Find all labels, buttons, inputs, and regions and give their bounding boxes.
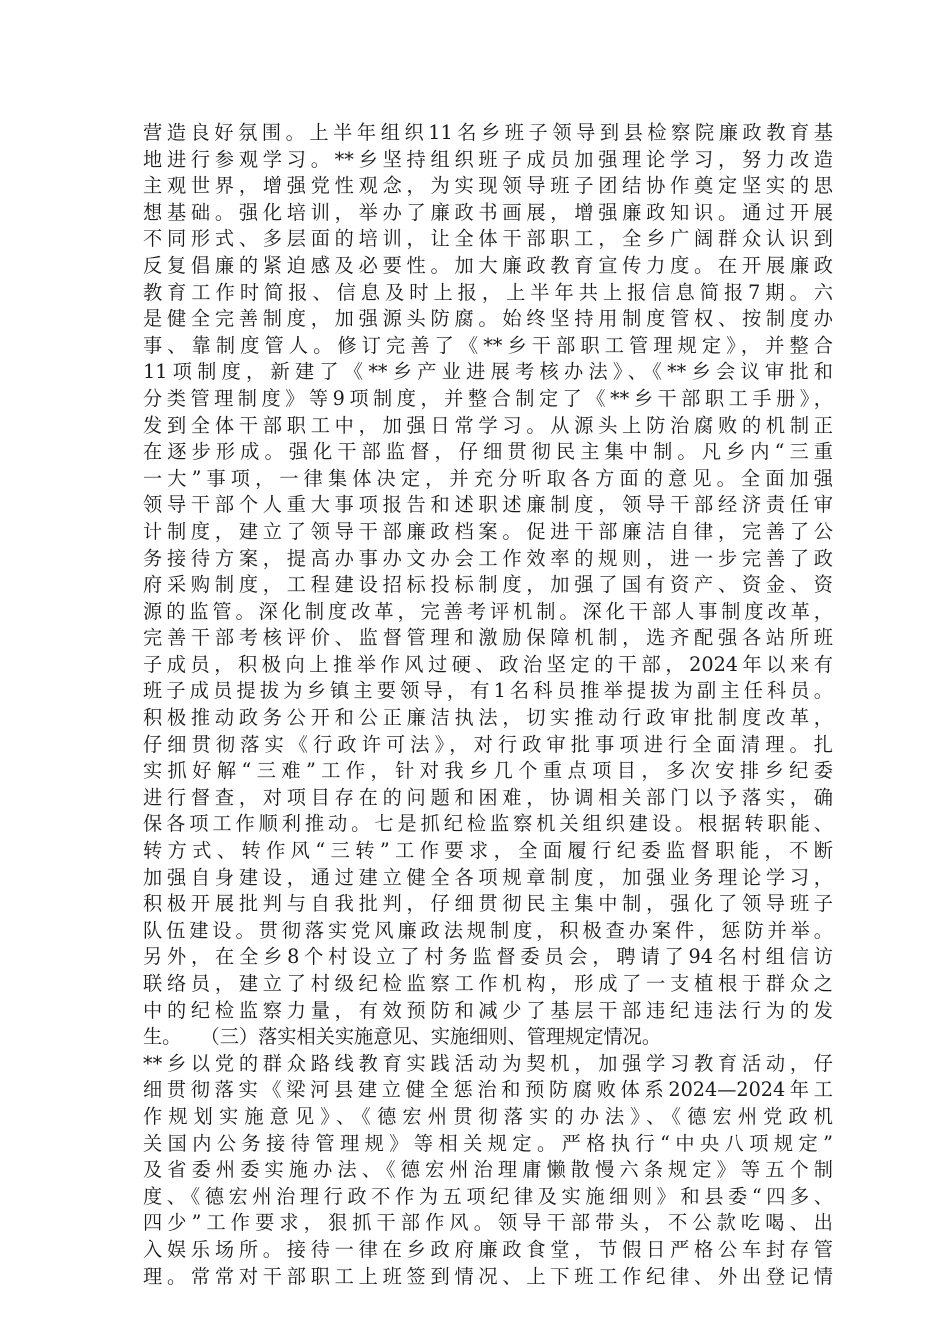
text-line: 队伍建设。贯彻落实党风廉政法规制度，积极查办案件，惩防并举。 <box>143 918 833 942</box>
text-line: 仔细贯彻落实《行政许可法》，对行政审批事项进行全面清理。扎 <box>143 732 833 756</box>
text-line: 领导干部个人重大事项报告和述职述廉制度，领导干部经济责任审 <box>143 493 833 517</box>
text-line: 转方式、转作风“三转”工作要求，全面履行纪委监督职能，不断 <box>143 839 833 863</box>
text-line: 营造良好氛围。上半年组织11名乡班子领导到县检察院廉政教育基 <box>143 121 833 144</box>
text-line: 完善干部考核评价、监督管理和激励保障机制，选齐配强各站所班 <box>143 626 833 650</box>
text-line: 加强自身建设，通过建立健全各项规章制度，加强业务理论学习， <box>143 865 833 889</box>
text-line: 是健全完善制度，加强源头防腐。始终坚持用制度管权、按制度办 <box>143 307 833 331</box>
text-line: 班子成员提拔为乡镇主要领导，有1名科员推举提拔为副主任科员。 <box>143 679 833 703</box>
text-line: 度、《德宏州治理行政不作为五项纪律及实施细则》和县委“四多、 <box>143 1184 833 1208</box>
text-line: 11项制度，新建了《**乡产业进展考核办法》、《**乡会议审批和 <box>143 360 833 384</box>
text-line: 分类管理制度》等9项制度，并整合制定了《**乡干部职工手册》， <box>143 386 833 410</box>
text-line: 关国内公务接待管理规》等相关规定。严格执行“中央八项规定” <box>143 1131 833 1155</box>
text-line: 在逐步形成。强化干部监督，仔细贯彻民主集中制。凡乡内“三重 <box>143 440 833 464</box>
section-heading-line: 生。 （三）落实相关实施意见、实施细则、管理规定情况。 <box>143 1025 662 1049</box>
text-line: 入娱乐场所。接待一律在乡政府廉政食堂，节假日严格公车封存管 <box>143 1237 833 1261</box>
text-line: 一大”事项，一律集体决定，并充分听取各方面的意见。全面加强 <box>143 466 833 490</box>
text-line: 务接待方案，提高办事办文办会工作效率的规则，进一步完善了政 <box>143 546 833 570</box>
text-line: 反复倡廉的紧迫感及必要性。加大廉政教育宣传力度。在开展廉政 <box>143 253 833 277</box>
text-line: 进行督查，对项目存在的问题和困难，协调相关部门以予落实，确 <box>143 785 833 809</box>
text-line: 主观世界，增强党性观念，为实现领导班子团结协作奠定坚实的思 <box>143 174 833 198</box>
body-text <box>143 120 833 1290</box>
text-line: 作规划实施意见》、《德宏州贯彻落实的办法》、《德宏州党政机 <box>143 1104 833 1128</box>
text-line: 不同形式、多层面的培训，让全体干部职工，全乡广阔群众认识到 <box>143 227 833 251</box>
text-line: 发到全体干部职工中，加强日常学习。从源头上防治腐败的机制正 <box>143 413 833 437</box>
text-line: 事、靠制度管人。修订完善了《**乡干部职工管理规定》，并整合 <box>143 333 833 357</box>
text-line: **乡以党的群众路线教育实践活动为契机，加强学习教育活动，仔 <box>143 1051 833 1075</box>
text-line: 及省委州委实施办法、《德宏州治理庸懒散慢六条规定》等五个制 <box>143 1158 833 1182</box>
text-line: 四少”工作要求，狠抓干部作风。领导干部带头，不公款吃喝、出 <box>143 1211 833 1235</box>
text-line: 想基础。强化培训，举办了廉政书画展，增强廉政知识。通过开展 <box>143 200 833 224</box>
text-line: 教育工作时简报、信息及时上报，上半年共上报信息简报7期。六 <box>143 280 833 304</box>
text-line: 府采购制度，工程建设招标投标制度，加强了国有资产、资金、资 <box>143 573 833 597</box>
text-line: 理。常常对干部职工上班签到情况、上下班工作纪律、外出登记情 <box>143 1264 833 1288</box>
text-line: 子成员，积极向上推举作风过硬、政治坚定的干部，2024年以来有 <box>143 652 833 676</box>
text-line: 联络员，建立了村级纪检监察工作机构，形成了一支植根于群众之 <box>143 972 833 995</box>
text-line: 计制度，建立了领导干部廉政档案。促进干部廉洁自律，完善了公 <box>143 519 833 543</box>
text-line: 积极推动政务公开和公正廉洁执法，切实推动行政审批制度改革， <box>143 706 833 730</box>
text-line: 积极开展批判与自我批判，仔细贯彻民主集中制，强化了领导班子 <box>143 892 833 916</box>
text-line: 保各项工作顺利推动。七是抓纪检监察机关组织建设。根据转职能、 <box>143 812 833 836</box>
text-line: 实抓好解“三难”工作，针对我乡几个重点项目，多次安排乡纪委 <box>143 759 833 783</box>
text-line: 地进行参观学习。**乡坚持组织班子成员加强理论学习，努力改造 <box>143 147 833 171</box>
text-line: 中的纪检监察力量，有效预防和减少了基层干部违纪违法行为的发 <box>143 998 833 1022</box>
text-line: 源的监管。深化制度改革，完善考评机制。深化干部人事制度改革， <box>143 599 833 623</box>
text-line: 细贯彻落实《梁河县建立健全惩治和预防腐败体系2024—2024年工 <box>143 1078 833 1102</box>
text-line: 另外，在全乡8个村设立了村务监督委员会，聘请了94名村组信访 <box>143 945 833 969</box>
